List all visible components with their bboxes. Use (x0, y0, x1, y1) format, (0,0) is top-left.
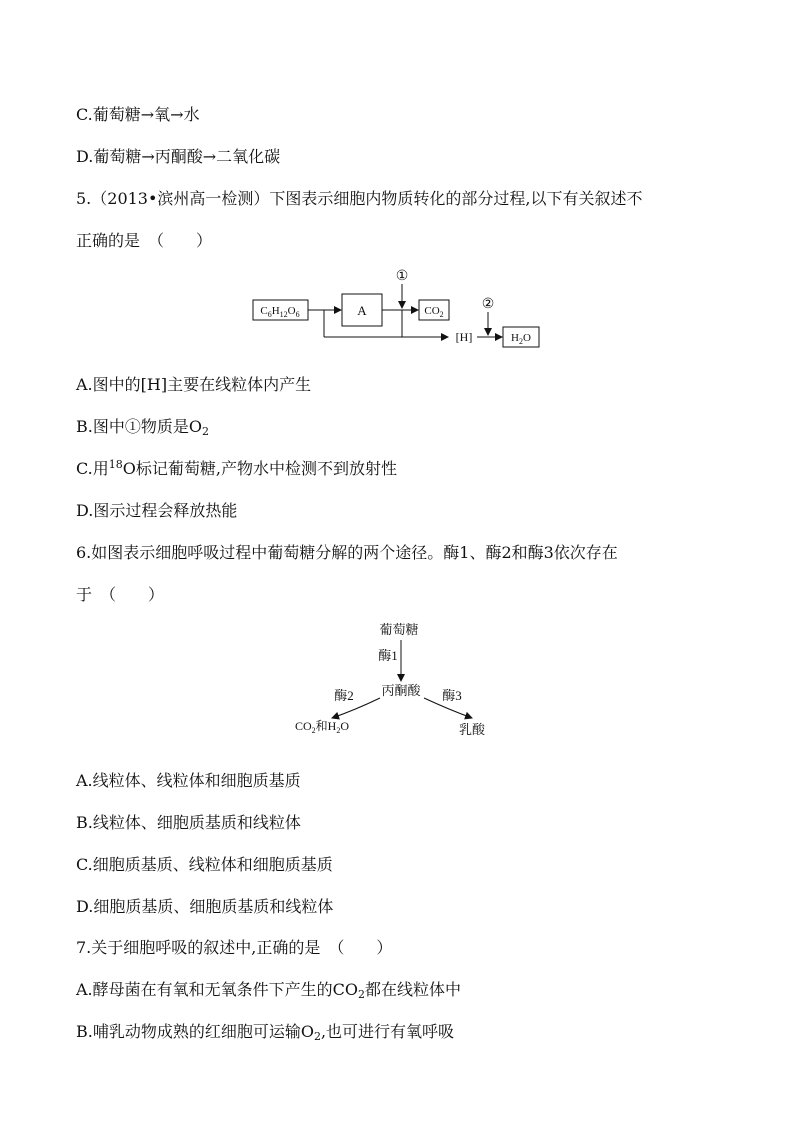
h-label: [H] (455, 330, 473, 344)
option-7b (76, 1021, 454, 1043)
pyruvate-label: 丙酮酸 (381, 683, 421, 698)
question-5-stem: 5.（2013•滨州高一检测）下图表示细胞内物质转化的部分过程,以下有关叙述不 (76, 189, 643, 208)
q6-diagram (0, 612, 794, 742)
enzyme-2-label: 酶2 (334, 688, 354, 703)
glucose-label: 葡萄糖 (379, 622, 419, 637)
lactic-acid-label: 乳酸 (458, 722, 486, 737)
option-7a-rest: 都在线粒体中 (365, 980, 462, 999)
option-5a: A.图中的[H]主要在线粒体内产生 (76, 375, 312, 394)
glucose-formula: $C_6H_{12}O_6$ (260, 305, 300, 319)
option-7b-rest: ,也可进行有氧呼吸 (320, 1022, 455, 1041)
option-7a-text: A.酵母菌在有氧和无氧条件下产生的CO (76, 980, 359, 999)
option-4c: C.葡萄糖→氧→水 (76, 105, 200, 124)
co2-label: $CO_2$ (424, 305, 444, 319)
option-6b: B.线粒体、细胞质基质和线粒体 (76, 813, 301, 832)
circle-1-label: ① (395, 269, 409, 284)
option-7b-sub: 2 (313, 1030, 321, 1043)
h2o-label: $H_2O$ (511, 332, 531, 346)
enzyme-1-label: 酶1 (378, 648, 398, 663)
option-7a (76, 979, 461, 1001)
option-5b-sub: 2 (201, 425, 209, 438)
option-5c-prefix: C.用 (76, 459, 109, 478)
option-5d: D.图示过程会释放热能 (76, 501, 238, 520)
circle-2-label: ② (481, 297, 495, 312)
option-5b-text: B.图中①物质是O (76, 417, 202, 436)
question-7-stem: 7.关于细胞呼吸的叙述中,正确的是 （ ） (76, 938, 393, 957)
option-7b-text: B.哺乳动物成熟的红细胞可运输O (76, 1022, 314, 1041)
question-5-stem-cont: 正确的是 （ ） (76, 231, 213, 250)
q5-diagram (0, 262, 794, 352)
co2-h2o-label: $CO_2$和$H_2O$ (294, 719, 350, 735)
option-5c-rest: O标记葡萄糖,产物水中检测不到放射性 (122, 459, 397, 478)
option-6a: A.线粒体、线粒体和细胞质基质 (76, 771, 301, 790)
box-a-label: A (357, 303, 367, 318)
question-6-stem-cont: 于 （ ） (76, 585, 165, 604)
option-5c-sup: 18 (108, 458, 123, 471)
enzyme-3-label: 酶3 (442, 688, 462, 703)
question-6-stem: 6.如图表示细胞呼吸过程中葡萄糖分解的两个途径。酶1、酶2和酶3依次存在 (76, 543, 618, 562)
option-7a-sub: 2 (358, 988, 366, 1001)
option-5c (76, 458, 397, 480)
option-6d: D.细胞质基质、细胞质基质和线粒体 (76, 897, 334, 916)
option-6c: C.细胞质基质、线粒体和细胞质基质 (76, 855, 333, 874)
option-5b (76, 416, 209, 438)
option-4d: D.葡萄糖→丙酮酸→二氧化碳 (76, 147, 281, 166)
